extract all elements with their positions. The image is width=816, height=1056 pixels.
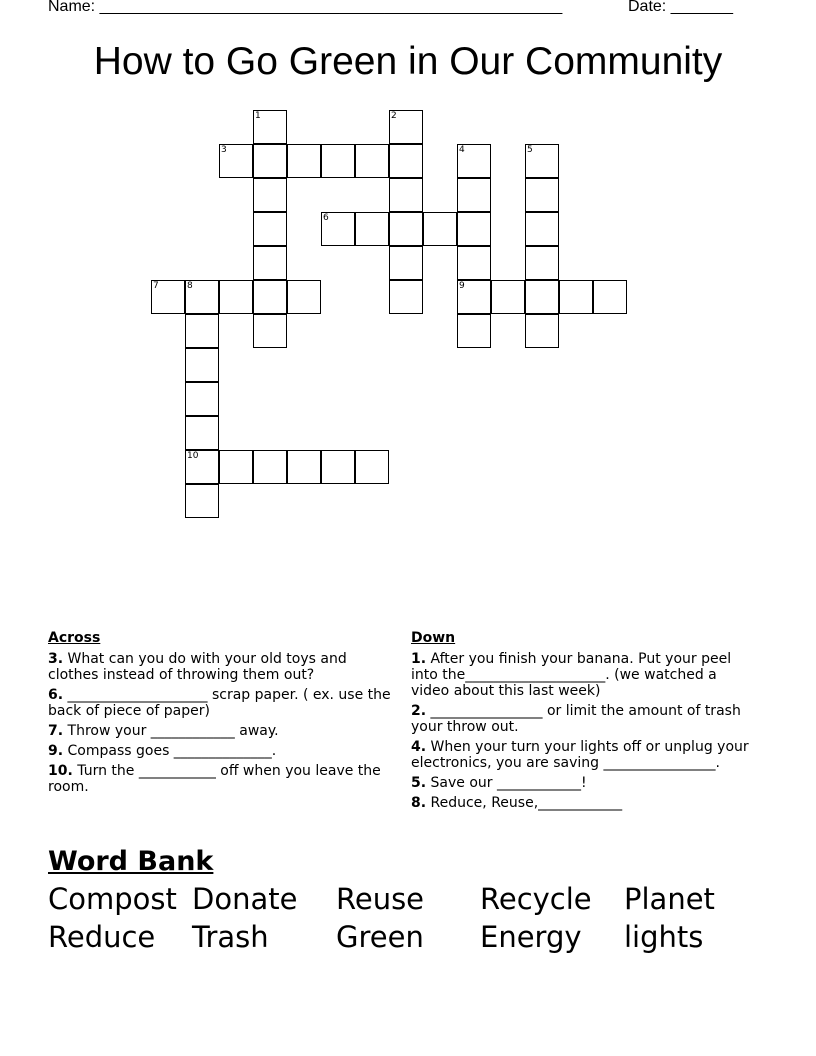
across-heading: Across (48, 630, 101, 646)
crossword-cell[interactable] (389, 280, 423, 314)
down-clue (411, 739, 756, 771)
date-field-label[interactable]: Date: _______ (628, 0, 733, 15)
down-clue (411, 795, 756, 811)
clue-number: 5. (411, 775, 427, 791)
page-title: How to Go Green in Our Community (93, 40, 723, 83)
clue-number: 7. (48, 723, 64, 739)
clue-text: Turn the ___________ off when you leave the room. (48, 763, 381, 795)
crossword-cell[interactable] (253, 280, 287, 314)
crossword-cell[interactable] (389, 178, 423, 212)
crossword-cell[interactable] (423, 212, 457, 246)
clue-number: 6. (48, 687, 64, 703)
crossword-cell[interactable] (389, 144, 423, 178)
crossword-cell[interactable] (253, 246, 287, 280)
clue-text: After you finish your banana. Put your peel into the____________________. (we watched a video about this last week) (411, 651, 732, 699)
clue-number: 4. (411, 739, 427, 755)
across-clue (48, 651, 393, 683)
crossword-cell[interactable] (185, 484, 219, 518)
word-bank-word: Reuse (336, 882, 425, 916)
crossword-cell[interactable] (287, 450, 321, 484)
clue-text: When your turn your lights off or unplug your electronics, you are saving ________________. (411, 739, 749, 771)
cell-number: 9 (459, 281, 465, 291)
word-bank-word: Recycle (480, 882, 592, 916)
crossword-cell[interactable] (457, 212, 491, 246)
down-clue (411, 775, 756, 791)
word-bank-word: Trash (192, 920, 269, 954)
crossword-cell[interactable] (151, 280, 185, 314)
clue-text: What can you do with your old toys and clothes instead of throwing them out? (48, 651, 347, 683)
word-bank-word: Compost (48, 882, 177, 916)
crossword-cell[interactable] (185, 314, 219, 348)
across-clue (48, 763, 393, 795)
crossword-cell[interactable] (457, 314, 491, 348)
crossword-cell[interactable] (559, 280, 593, 314)
crossword-cell[interactable] (525, 314, 559, 348)
word-bank-word: Energy (480, 920, 582, 954)
clue-text: Save our ____________! (430, 775, 587, 791)
name-field-label[interactable]: Name: ____________________________________________________ (48, 0, 563, 15)
word-bank (48, 882, 788, 954)
crossword-cell[interactable] (491, 280, 525, 314)
word-bank-word: lights (624, 920, 704, 954)
crossword-cell[interactable] (219, 450, 253, 484)
down-clues (411, 630, 756, 815)
crossword-cell[interactable] (219, 280, 253, 314)
crossword-cell[interactable] (287, 280, 321, 314)
crossword-cell[interactable] (185, 348, 219, 382)
clue-number: 9. (48, 743, 64, 759)
cell-number: 3 (221, 145, 227, 155)
crossword-cell[interactable] (253, 450, 287, 484)
across-clue (48, 743, 393, 759)
crossword-cell[interactable] (525, 178, 559, 212)
crossword-cell[interactable] (253, 144, 287, 178)
crossword-cell[interactable] (253, 178, 287, 212)
crossword-cell[interactable] (185, 382, 219, 416)
crossword-cell[interactable] (593, 280, 627, 314)
cell-number: 2 (391, 111, 397, 121)
cell-number: 5 (527, 145, 533, 155)
crossword-cell[interactable] (253, 110, 287, 144)
crossword-cell[interactable] (185, 280, 219, 314)
word-bank-word: Reduce (48, 920, 156, 954)
cell-number: 10 (187, 451, 199, 461)
clue-number: 8. (411, 795, 427, 811)
crossword-cell[interactable] (525, 246, 559, 280)
crossword-cell[interactable] (389, 212, 423, 246)
crossword-cell[interactable] (321, 212, 355, 246)
cell-number: 4 (459, 145, 465, 155)
clue-number: 10. (48, 763, 73, 779)
crossword-cell[interactable] (457, 178, 491, 212)
crossword-cell[interactable] (525, 280, 559, 314)
word-bank-word: Donate (192, 882, 298, 916)
across-clue (48, 723, 393, 739)
clue-number: 1. (411, 651, 427, 667)
crossword-cell[interactable] (525, 144, 559, 178)
crossword-cell[interactable] (253, 314, 287, 348)
cell-number: 7 (153, 281, 159, 291)
cell-number: 8 (187, 281, 193, 291)
clue-text: Compass goes ______________. (67, 743, 277, 759)
across-clue (48, 687, 393, 719)
across-clues (48, 630, 393, 799)
down-clue (411, 651, 756, 699)
crossword-cell[interactable] (185, 450, 219, 484)
down-heading: Down (411, 630, 456, 646)
cell-number: 1 (255, 111, 261, 121)
crossword-cell[interactable] (389, 246, 423, 280)
crossword-cell[interactable] (355, 450, 389, 484)
crossword-cell[interactable] (219, 144, 253, 178)
cell-number: 6 (323, 213, 329, 223)
crossword-cell[interactable] (253, 212, 287, 246)
crossword-cell[interactable] (457, 246, 491, 280)
crossword-cell[interactable] (389, 110, 423, 144)
down-clue (411, 703, 756, 735)
word-bank-word: Planet (624, 882, 715, 916)
crossword-cell[interactable] (355, 144, 389, 178)
clue-number: 3. (48, 651, 64, 667)
clue-text: ________________ or limit the amount of trash your throw out. (411, 703, 741, 735)
crossword-cell[interactable] (287, 144, 321, 178)
crossword-cell[interactable] (525, 212, 559, 246)
crossword-cell[interactable] (457, 144, 491, 178)
clue-text: Reduce, Reuse,____________ (430, 795, 623, 811)
crossword-cell[interactable] (185, 416, 219, 450)
crossword-cell[interactable] (321, 450, 355, 484)
word-bank-word: Green (336, 920, 424, 954)
clue-text: Throw your ____________ away. (67, 723, 279, 739)
clue-text: ____________________ scrap paper. ( ex. use the back of piece of paper) (48, 687, 391, 719)
crossword-cell[interactable] (355, 212, 389, 246)
clue-number: 2. (411, 703, 427, 719)
crossword-cell[interactable] (321, 144, 355, 178)
word-bank-title: Word Bank (48, 846, 214, 877)
crossword-cell[interactable] (457, 280, 491, 314)
